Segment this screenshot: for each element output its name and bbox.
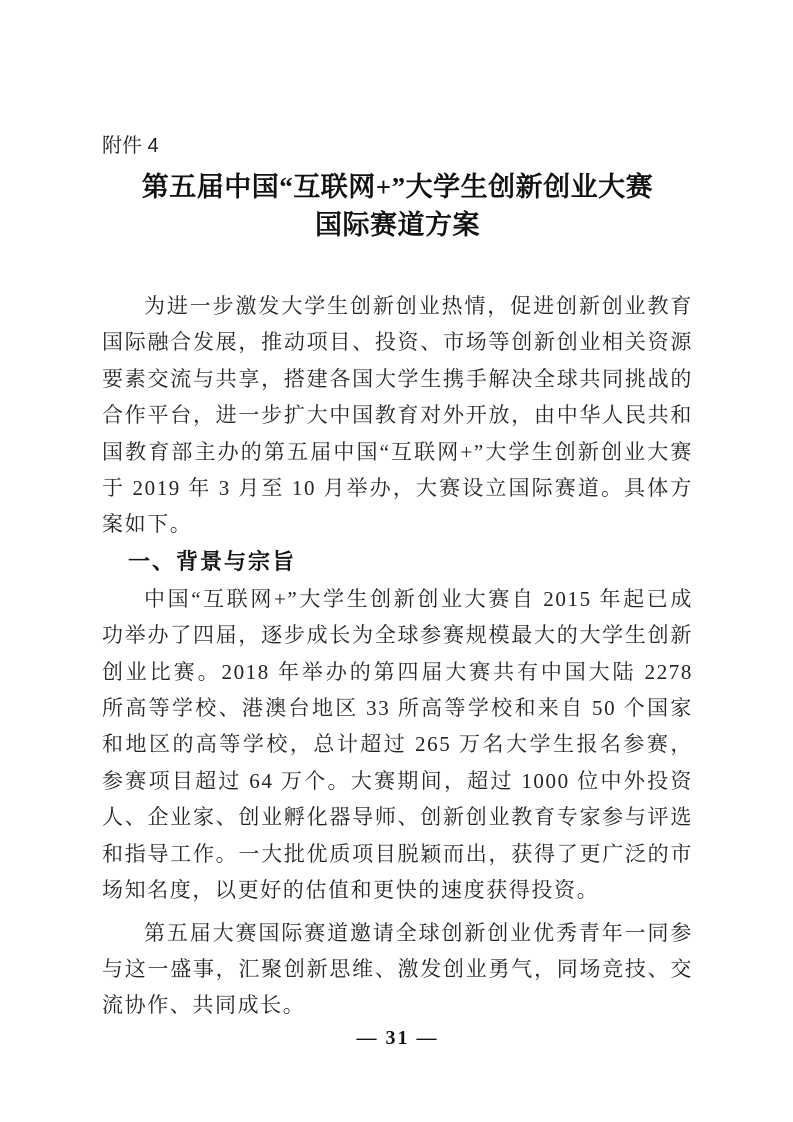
- document-title-line-1: 第五届中国“互联网+”大学生创新创业大赛: [141, 172, 654, 202]
- section-heading-background-purpose: 一、背景与宗旨: [128, 548, 297, 574]
- attachment-label: 附件 4: [102, 135, 159, 157]
- section-paragraph-invitation: 第五届大赛国际赛道邀请全球创新创业优秀青年一同参与这一盛事，汇聚创新思维、激发创业勇气，同场竞技、交流协作、共同成长。: [102, 920, 693, 1018]
- document-title-line-2: 国际赛道方案: [315, 210, 480, 240]
- section-paragraph-history: 中国“互联网+”大学生创新创业大赛自 2015 年起已成功举办了四届，逐步成长为全球参赛规模最大的大学生创新创业比赛。2018 年举办的第四届大赛共有中国大陆 2278 所高等学校、港澳台地区 33 所高等学校和来自 50 个国家和地区的高等学校，总计超过 265 万名大学生报名参赛，参赛项目超过 64 万个。大赛期间，超过 1000 位中外投资人、企业家、创业孵化器导师、创新创业教育专家参与评选和指导工作。一大批优质项目脱颖而出，获得了更广泛的市场知名度，以更好的估值和更快的速度获得投资。: [102, 586, 693, 903]
- page-number: — 31 —: [356, 1026, 439, 1049]
- intro-paragraph: 为进一步激发大学生创新创业热情，促进创新创业教育国际融合发展，推动项目、投资、市场等创新创业相关资源要素交流与共享，搭建各国大学生携手解决全球共同挑战的合作平台，进一步扩大中国教育对外开放，由中华人民共和国教育部主办的第五届中国“互联网+”大学生创新创业大赛于 2019 年 3 月至 10 月举办，大赛设立国际赛道。具体方案如下。: [102, 294, 693, 537]
- document-title: [102, 168, 693, 244]
